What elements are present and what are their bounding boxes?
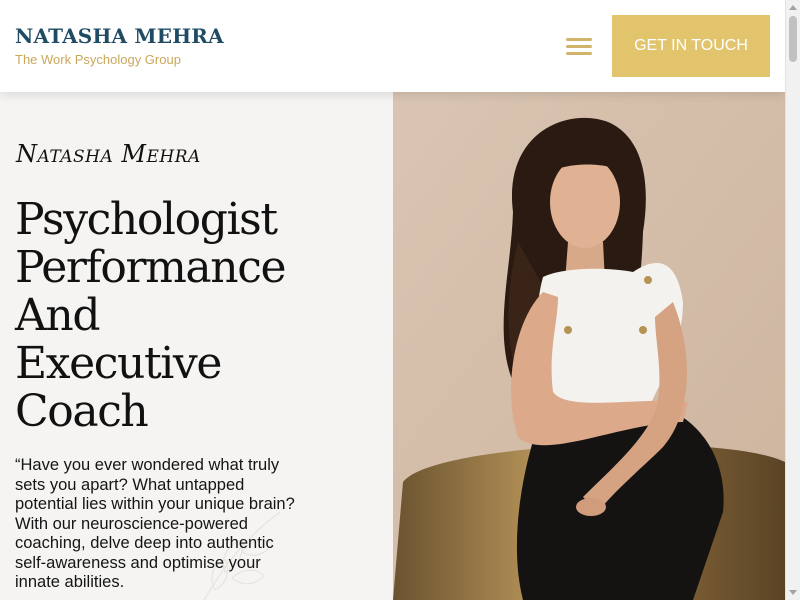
brand-name[interactable]: NATASHA MEHRA xyxy=(15,24,224,48)
portrait-photo xyxy=(393,92,785,600)
scroll-down-arrow-icon[interactable] xyxy=(789,590,797,595)
brand-tagline: The Work Psychology Group xyxy=(15,52,181,67)
menu-bar xyxy=(566,52,592,55)
scrollbar-thumb[interactable] xyxy=(789,16,797,62)
portrait-illustration xyxy=(393,92,785,600)
hero-title-line: Performance xyxy=(15,242,286,293)
get-in-touch-button[interactable]: GET IN TOUCH xyxy=(612,15,770,77)
hero-script-name: Natasha Mehra xyxy=(16,140,201,168)
menu-bar xyxy=(566,45,592,48)
vertical-scrollbar[interactable] xyxy=(785,0,800,600)
site-header xyxy=(0,0,785,92)
menu-bar xyxy=(566,38,592,41)
hero-title xyxy=(15,196,285,436)
hero-title-line: And xyxy=(15,290,100,341)
hero-title-line: Psychologist xyxy=(15,194,277,245)
hamburger-menu-icon[interactable] xyxy=(566,37,592,57)
hero-title-line: Coach xyxy=(15,386,148,437)
hero-quote: “Have you ever wondered what truly sets you apart? What untapped potential lies within your unique brain? With our neuroscience-powered coaching, delve deep into authentic self-awareness and optimise your innate abilities. xyxy=(15,456,295,591)
hero-title-line: Executive xyxy=(15,338,222,389)
scroll-up-arrow-icon[interactable] xyxy=(789,5,797,10)
hero-text-section xyxy=(0,92,393,600)
